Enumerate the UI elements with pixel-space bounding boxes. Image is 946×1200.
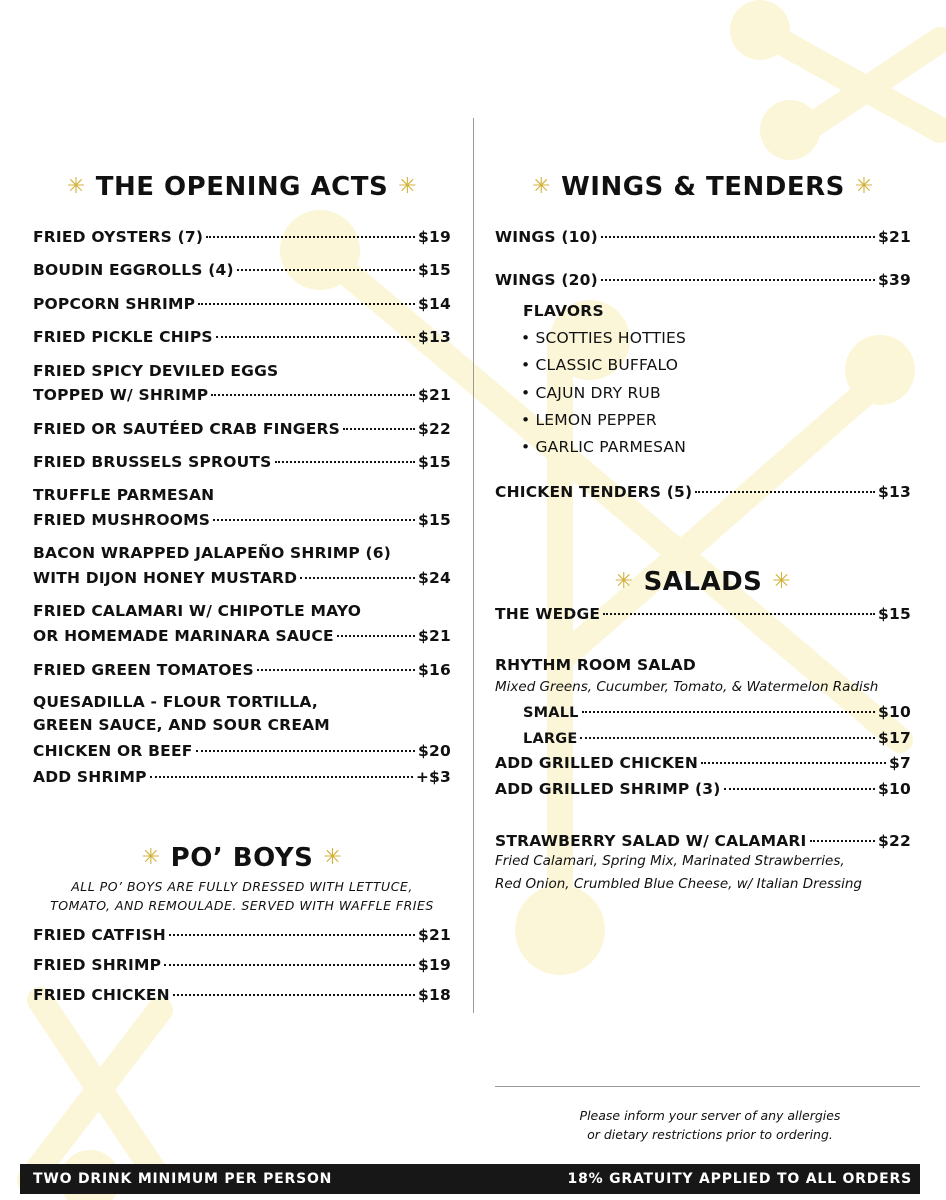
star-icon: ✳ [398, 174, 418, 199]
item-price: $18 [418, 986, 451, 1004]
item-name-line: RHYTHM ROOM SALAD [495, 656, 696, 674]
footer-gratuity: 18% GRATUITY APPLIED TO ALL ORDERS [567, 1171, 912, 1187]
item-name: FRIED GREEN TOMATOES [33, 661, 254, 679]
item-price: $19 [418, 956, 451, 974]
item-description: Fried Calamari, Spring Mix, Marinated Strawberries, [495, 853, 845, 869]
item-name: FRIED OR SAUTÉED CRAB FINGERS [33, 420, 340, 438]
item-price: $17 [878, 729, 911, 747]
item-price: $15 [418, 261, 451, 279]
item-name: FRIED SHRIMP [33, 956, 162, 974]
menu-item-row [495, 228, 911, 246]
flavor-item: • CAJUN DRY RUB [521, 384, 661, 402]
menu-item-row [495, 780, 911, 798]
item-price: $13 [418, 328, 451, 346]
item-name-line: QUESADILLA - FLOUR TORTILLA, [33, 693, 318, 711]
item-name: TOPPED W/ SHRIMP [33, 386, 209, 404]
star-icon: ✳ [772, 569, 792, 594]
menu-item-row [33, 768, 451, 786]
flavor-item: • SCOTTIES HOTTIES [521, 329, 687, 347]
leader-dots [695, 491, 875, 493]
item-description: Mixed Greens, Cucumber, Tomato, & Watermelon Radish [495, 679, 879, 695]
item-price: $24 [418, 569, 451, 587]
menu-item-row [495, 271, 911, 289]
item-price: $15 [418, 453, 451, 471]
menu-item-row [33, 261, 451, 279]
star-icon: ✳ [532, 174, 552, 199]
menu-item-row [33, 627, 451, 645]
leader-dots [601, 236, 875, 238]
item-name: OR HOMEMADE MARINARA SAUCE [33, 627, 334, 645]
wings-heading [495, 172, 911, 202]
flavor-item: • GARLIC PARMESAN [521, 438, 687, 456]
flavors-label: FLAVORS [523, 302, 604, 320]
item-name: WINGS (20) [495, 271, 598, 289]
item-name: FRIED OYSTERS (7) [33, 228, 204, 246]
menu-item-row [33, 295, 451, 313]
leader-dots [275, 461, 416, 463]
leader-dots [582, 711, 875, 713]
item-name: THE WEDGE [495, 605, 601, 623]
leader-dots [211, 394, 415, 396]
leader-dots [216, 336, 415, 338]
column-divider [473, 118, 474, 1013]
item-name: WINGS (10) [495, 228, 598, 246]
item-price: $7 [889, 754, 911, 772]
item-name: FRIED BRUSSELS SPROUTS [33, 453, 272, 471]
item-price: $16 [418, 661, 451, 679]
star-icon: ✳ [323, 845, 343, 870]
item-name: CHICKEN OR BEEF [33, 742, 193, 760]
menu-item-row [33, 386, 451, 404]
item-price: $19 [418, 228, 451, 246]
menu-item-row [33, 328, 451, 346]
item-name: FRIED CHICKEN [33, 986, 170, 1004]
menu-item-row [33, 228, 451, 246]
menu-item-row [33, 926, 451, 944]
item-name-line: BACON WRAPPED JALAPEÑO SHRIMP (6) [33, 544, 392, 562]
item-name: STRAWBERRY SALAD W/ CALAMARI [495, 832, 807, 850]
opening-acts-title: THE OPENING ACTS [95, 172, 389, 202]
star-icon: ✳ [614, 569, 634, 594]
item-name: ADD GRILLED SHRIMP (3) [495, 780, 721, 798]
item-name: CHICKEN TENDERS (5) [495, 483, 693, 501]
leader-dots [173, 994, 415, 996]
item-name: LARGE [523, 731, 578, 747]
menu-item-row [33, 661, 451, 679]
leader-dots [257, 669, 415, 671]
item-name: FRIED CATFISH [33, 926, 166, 944]
item-price: $15 [878, 605, 911, 623]
po-boys-heading [33, 843, 451, 873]
leader-dots [343, 428, 415, 430]
item-price: $10 [878, 703, 911, 721]
flavor-item: • CLASSIC BUFFALO [521, 356, 679, 374]
star-icon: ✳ [141, 845, 161, 870]
menu-item-row [33, 569, 451, 587]
leader-dots [169, 934, 415, 936]
footer-drink-minimum: TWO DRINK MINIMUM PER PERSON [33, 1171, 333, 1187]
item-price: $21 [418, 386, 451, 404]
menu-item-row [33, 956, 451, 974]
item-name-line: TRUFFLE PARMESAN [33, 486, 215, 504]
allergy-note-line: Please inform your server of any allergies [579, 1108, 841, 1123]
salads-title: SALADS [643, 567, 763, 597]
leader-dots [300, 577, 415, 579]
item-name: FRIED MUSHROOMS [33, 511, 211, 529]
flavor-item: • LEMON PEPPER [521, 411, 657, 429]
leader-dots [150, 776, 413, 778]
menu-item-row [495, 754, 911, 772]
item-description: Red Onion, Crumbled Blue Cheese, w/ Italian Dressing [495, 876, 862, 892]
menu-item-row [495, 832, 911, 850]
star-icon: ✳ [854, 174, 874, 199]
item-name-line: FRIED CALAMARI W/ CHIPOTLE MAYO [33, 602, 362, 620]
menu-item-row [523, 703, 911, 721]
leader-dots [603, 613, 875, 615]
leader-dots [337, 635, 415, 637]
menu-item-row [523, 729, 911, 747]
po-boys-note [33, 877, 451, 915]
item-name: POPCORN SHRIMP [33, 295, 196, 313]
leader-dots [198, 303, 415, 305]
leader-dots [724, 788, 876, 790]
item-name-line: FRIED SPICY DEVILED EGGS [33, 362, 279, 380]
item-price: $22 [878, 832, 911, 850]
item-price: $14 [418, 295, 451, 313]
menu-item-row [33, 511, 451, 529]
leader-dots [164, 964, 415, 966]
item-name: BOUDIN EGGROLLS (4) [33, 261, 234, 279]
leader-dots [580, 737, 875, 739]
po-boys-note-line: ALL PO’ BOYS ARE FULLY DRESSED WITH LETTUCE, [71, 879, 413, 894]
menu-item-row [495, 605, 911, 623]
leader-dots [601, 279, 875, 281]
leader-dots [196, 750, 415, 752]
item-price: $20 [418, 742, 451, 760]
item-price: $10 [878, 780, 911, 798]
allergy-note [560, 1106, 860, 1144]
item-name: ADD SHRIMP [33, 768, 147, 786]
salads-heading [495, 567, 911, 597]
item-price: $13 [878, 483, 911, 501]
item-price: $39 [878, 271, 911, 289]
menu-item-row [33, 742, 451, 760]
allergy-divider [495, 1086, 920, 1087]
item-name: SMALL [523, 705, 579, 721]
po-boys-title: PO’ BOYS [170, 843, 314, 873]
star-icon: ✳ [66, 174, 86, 199]
leader-dots [237, 269, 415, 271]
item-price: $15 [418, 511, 451, 529]
item-price: $21 [418, 627, 451, 645]
leader-dots [701, 762, 886, 764]
item-name-line: GREEN SAUCE, AND SOUR CREAM [33, 716, 330, 734]
leader-dots [206, 236, 415, 238]
item-price: +$3 [415, 768, 451, 786]
item-name: FRIED PICKLE CHIPS [33, 328, 213, 346]
item-price: $22 [418, 420, 451, 438]
opening-acts-heading [33, 172, 451, 202]
footer-bar [20, 1164, 920, 1194]
menu-item-row [33, 453, 451, 471]
item-price: $21 [878, 228, 911, 246]
menu-item-row [33, 420, 451, 438]
item-name: ADD GRILLED CHICKEN [495, 754, 699, 772]
leader-dots [213, 519, 415, 521]
item-price: $21 [418, 926, 451, 944]
menu-item-row [33, 986, 451, 1004]
allergy-note-line: or dietary restrictions prior to ordering. [587, 1127, 833, 1142]
wings-title: WINGS & TENDERS [561, 172, 845, 202]
item-name: WITH DIJON HONEY MUSTARD [33, 569, 298, 587]
leader-dots [810, 840, 876, 842]
menu-item-row [495, 483, 911, 501]
po-boys-note-line: TOMATO, AND REMOULADE. SERVED WITH WAFFLE FRIES [50, 898, 434, 913]
